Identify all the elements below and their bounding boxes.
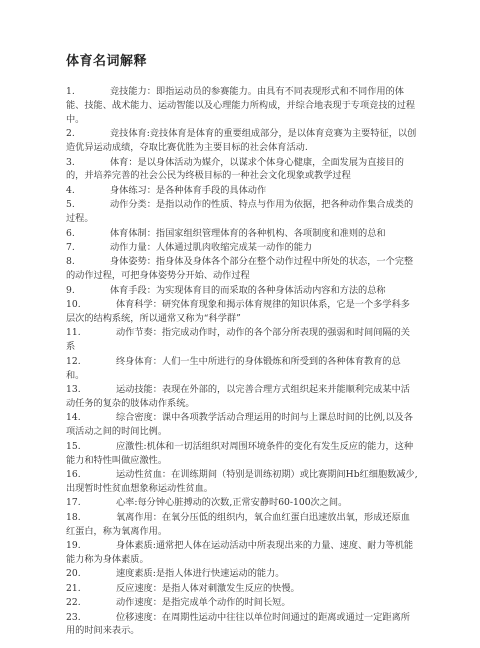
entry-number: 2. [66, 128, 75, 140]
entry-text: 动作分类：是指以动作的性质、特点与作用为依据，把各种动作集合成类的过程。 [66, 199, 414, 225]
entry-number: 5. [66, 199, 75, 211]
entry-text: 身体素质:通常把人体在运动活动中所表现出来的力量、速度、耐力等机能能力称为身体素质。 [66, 540, 414, 565]
entry-number: 11. [66, 327, 81, 339]
entry-text: 综合密度：课中各项教学活动合理运用的时间与上课总时间的比例,以及各项活动之间的时间比例。 [66, 412, 413, 438]
entry-number: 19. [66, 540, 81, 551]
entry-text: 身体练习：是各种体育手段的具体动作 [110, 184, 267, 196]
entry-text: 应激性:机体和一切活组织对周围环境条件的变化有发生反应的能力，这种能力和特性叫做应激性。 [66, 440, 414, 466]
entry-text: 竞技体育:竞技体育是体育的重要组成部分，是以体育竞赛为主要特征，以创造优异运动成绩，夺取比赛优胜为主要目标的社会体育活动. [66, 128, 417, 154]
definition-entry [66, 511, 418, 539]
entry-text: 体育：是以身体活动为媒介，以谋求个体身心健康，全面发展为直接目的的，并培养完善的社会公民为终极目标的一种社会文化现象或教学过程 [66, 156, 404, 182]
entry-text: 竞技能力：即指运动员的参赛能力。由具有不同表现形式和不同作用的体能、技能、战术能力、运动智能以及心理能力所构成，并综合地表现于专项竞技的过程中。 [66, 86, 416, 125]
definition-entry [66, 326, 418, 354]
entry-text: 运动技能：表现在外部的，以完善合理方式组织起来并能顺利完成某中活动任务的复杂的肢体动作系统。 [66, 384, 410, 409]
entry-number: 6. [66, 227, 75, 239]
entry-number: 20. [66, 568, 81, 580]
definition-entry [66, 184, 418, 198]
definition-entry [66, 611, 418, 639]
definition-entry [66, 582, 418, 596]
entry-number: 15. [66, 440, 81, 452]
entry-text: 心率:每分钟心脏搏动的次数,正常安静时60-100次之间。 [116, 497, 348, 509]
definition-entry [66, 284, 418, 298]
entry-number: 7. [66, 241, 75, 253]
entry-text: 体育体制：指国家组织管理体育的各种机构、各项制度和准则的总和 [110, 227, 386, 239]
entry-number: 4. [66, 184, 75, 196]
entry-number: 10. [66, 299, 81, 311]
entry-number: 9. [66, 284, 75, 296]
definition-entry [66, 383, 418, 411]
entry-text: 动作节奏：指完成动作时，动作的各个部分所表现的强弱和时间间隔的关系 [66, 327, 410, 353]
entry-number: 21. [66, 582, 81, 594]
entry-text: 动作速度：是指完成单个动作的时间长短。 [116, 597, 291, 609]
entry-text: 身体姿势：指身体及身体各个部分在整个动作过程中所处的状态，一个完整的动作过程，可把身体姿势分开始、动作过程 [66, 256, 414, 282]
definition-entry [66, 127, 418, 155]
definition-entry [66, 468, 418, 496]
entry-number: 22. [66, 597, 81, 609]
entry-text: 动作力量：人体通过肌肉收缩完成某一动作的能力 [110, 241, 313, 253]
definition-entry [66, 227, 418, 241]
entry-text: 速度素质:是指人体进行快速运动的能力。 [116, 568, 285, 580]
definition-entry [66, 567, 418, 581]
document-title: 体育名词解释 [66, 54, 148, 69]
entry-number: 1. [66, 86, 75, 97]
entry-number: 14. [66, 412, 81, 424]
definition-entry [66, 298, 418, 326]
definition-entry [66, 440, 418, 468]
entry-number: 8. [66, 256, 75, 268]
definition-entry [66, 411, 418, 439]
entry-text: 体育科学：研究体育现象和揭示体育规律的知识体系，它是一个多学科多层次的结构系统，所以通常又称为“科学群” [66, 299, 410, 324]
entry-number: 18. [66, 511, 81, 523]
entry-text: 运动性贫血：在训练期间（特别是训练初期）或比赛期间Hb红细胞数减少,出现暂时性贫血想象称运动性贫血。 [66, 468, 418, 494]
definition-entry [66, 85, 418, 127]
entry-text: 位移速度：在周期性运动中往往以单位时间通过的距离或通过一定距离所用的时间来表示。 [66, 611, 410, 637]
entry-text: 体育手段：为实现体育目的而采取的各种身体活动内容和方法的总称 [110, 284, 386, 296]
entry-number: 23. [66, 611, 81, 623]
definition-entry [66, 539, 418, 567]
entry-number: 17. [66, 497, 81, 509]
entry-number: 3. [66, 156, 75, 168]
definition-entry [66, 241, 418, 255]
entry-number: 13. [66, 384, 81, 396]
entry-text: 反应速度：是指人体对刺激发生反应的快慢。 [116, 582, 300, 594]
definition-entry [66, 355, 418, 383]
entry-number: 12. [66, 355, 81, 367]
definition-list [66, 85, 418, 639]
definition-entry [66, 198, 418, 226]
entry-text: 终身体育：人们一生中所进行的身体锻炼和所受到的各种体育教育的总和。 [66, 355, 401, 381]
definition-entry [66, 156, 418, 184]
entry-text: 氧离作用：在氧分压低的组织内，氧合血红蛋白迅速放出氧，形成还原血红蛋白，称为氧离作用。 [66, 511, 410, 537]
entry-number: 16. [66, 468, 81, 480]
definition-entry [66, 255, 418, 283]
definition-entry [66, 596, 418, 610]
definition-entry [66, 496, 418, 510]
